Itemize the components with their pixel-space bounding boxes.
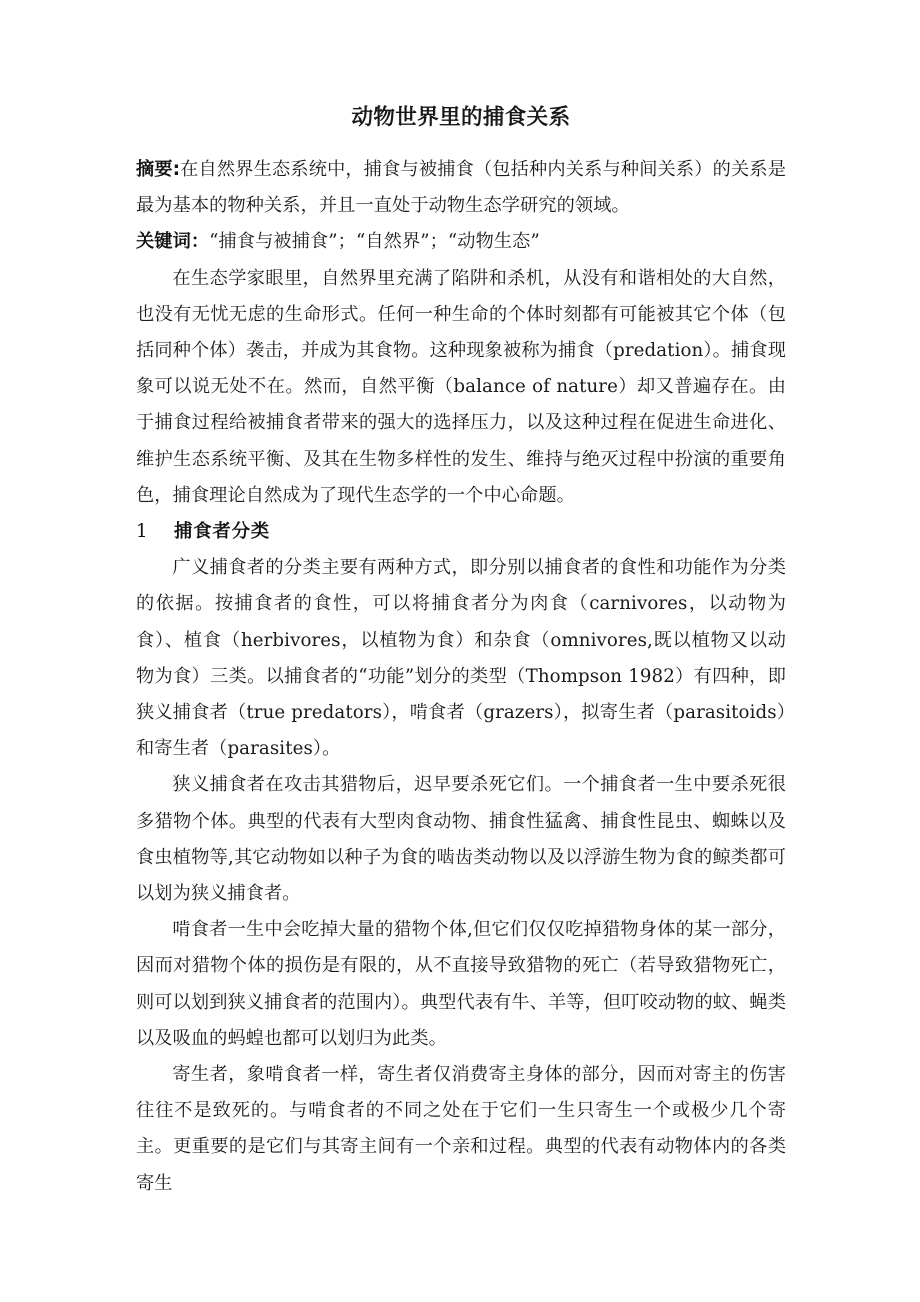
intro-paragraph: 在生态学家眼里，自然界里充满了陷阱和杀机，从没有和谐相处的大自然，也没有无忧无虑的生命形式。任何一种生命的个体时刻都有可能被其它个体（包括同种个体）袭击，并成为其食物。这种现象被称为捕食（predation）。捕食现象可以说无处不在。然而，自然平衡（balance of nature）却又普遍存在。由于捕食过程给被捕食者带来的强大的选择压力，以及这种过程在促进生命进化、维护生态系统平衡、及其在生物多样性的发生、维持与绝灭过程中扮演的重要角色，捕食理论自然成为了现代生态学的一个中心命题。 — [136, 267, 786, 506]
section-paragraph-4: 寄生者，象啃食者一样，寄生者仅消费寄主身体的部分，因而对寄主的伤害往往不是致死的。与啃食者的不同之处在于它们一生只寄生一个或极少几个寄主。更重要的是它们与其寄主间有一个亲和过程。典型的代表有动物体内的各类寄生 — [136, 1064, 786, 1194]
section-paragraph-2: 狭义捕食者在攻击其猎物后，迟早要杀死它们。一个捕食者一生中要杀死很多猎物个体。典型的代表有大型肉食动物、捕食性猛禽、捕食性昆虫、蜘蛛以及食虫植物等,其它动物如以种子为食的啮齿类动物以及以浮游生物为食的鲸类都可以划为狭义捕食者。 — [136, 774, 786, 905]
section-title: 捕食者分类 — [174, 521, 270, 543]
section-heading-1 — [136, 514, 786, 550]
section-paragraph-3: 啃食者一生中会吃掉大量的猎物个体,但它们仅仅吃掉猎物身体的某一部分，因而对猎物个体的损伤是有限的，从不直接导致猎物的死亡（若导致猎物死亡，则可以划到狭义捕食者的范围内）。典型代表有牛、羊等，但叮咬动物的蚊、蝇类以及吸血的蚂蝗也都可以划归为此类。 — [136, 919, 786, 1049]
keywords-paragraph — [136, 224, 786, 260]
abstract-label: 摘要: — [136, 159, 181, 180]
keywords-text: “捕食与被捕食”；“自然界”；“动物生态” — [209, 231, 540, 253]
document-body — [136, 98, 786, 1202]
section-paragraph-1: 广义捕食者的分类主要有两种方式，即分别以捕食者的食性和功能作为分类的依据。按捕食者的食性，可以将捕食者分为肉食（carnivores，以动物为食）、植食（herbivores，以植物为食）和杂食（omnivores,既以植物又以动物为食）三类。以捕食者的“功能”划分的类型（Thompson 1982）有四种，即狭义捕食者（true predators），啃食者（grazers），拟寄生者（parasitoids）和寄生者（parasites）。 — [136, 557, 786, 760]
abstract-paragraph — [136, 152, 786, 224]
page-title: 动物世界里的捕食关系 — [351, 105, 571, 130]
keywords-label: 关键词： — [136, 231, 210, 253]
section-number: 1 — [136, 521, 148, 543]
abstract-text: 在自然界生态系统中，捕食与被捕食（包括种内关系与种间关系）的关系是最为基本的物种关系，并且一直处于动物生态学研究的领域。 — [136, 159, 786, 217]
